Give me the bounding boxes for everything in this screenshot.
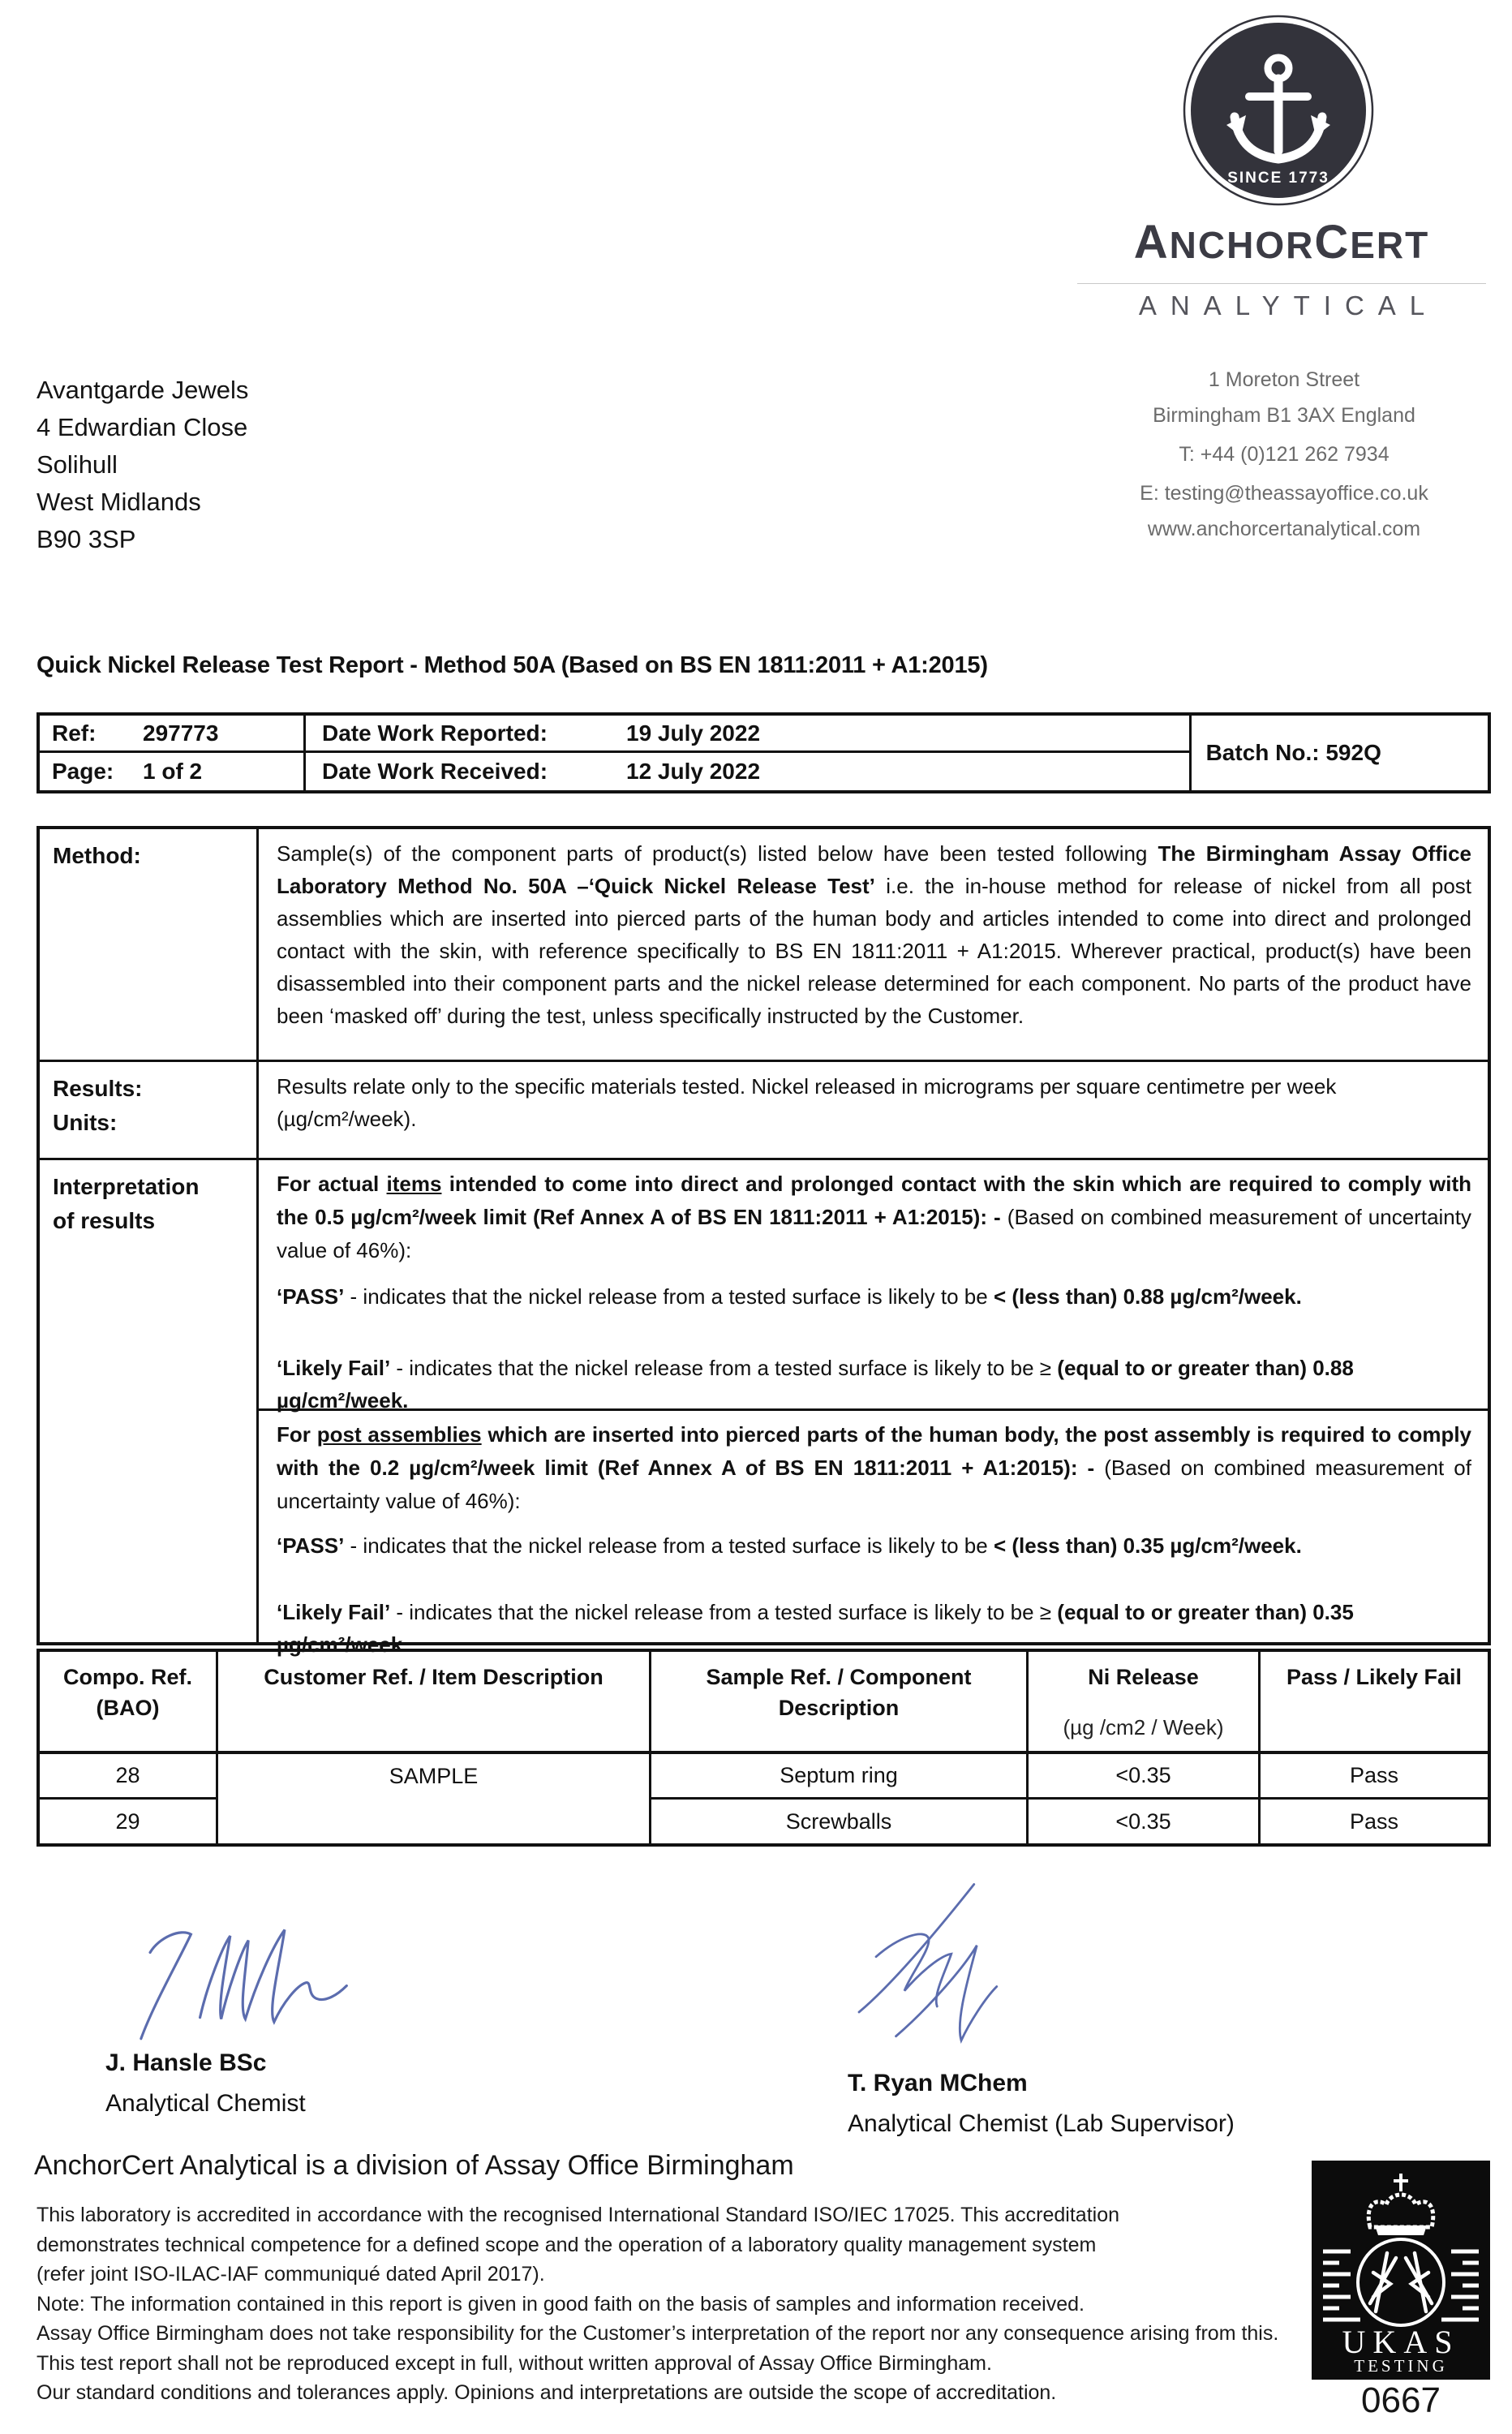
results-units-text: Results relate only to the specific materials tested. Nickel released in micrograms per square centimetre per week (µg/cm²/week). [277,1074,1337,1131]
pass-definition [277,1529,1471,1562]
intro-underlined: post assemblies [316,1422,482,1447]
footer-line: Assay Office Birmingham does not take responsibility for the Customer’s interpretation of the report nor any consequence arising from this. [37,2322,1279,2345]
lab-email: E: testing@theassayoffice.co.uk [1140,482,1428,505]
col-header-sample-ref [651,1652,1029,1754]
method-table [37,826,1491,1657]
lab-website: www.anchorcertanalytical.com [1147,518,1421,540]
brand-name [1071,217,1493,280]
footer-accreditation-text [37,2200,1302,2408]
ref-label: Ref: [52,720,97,746]
pass-term: ‘PASS’ [277,1533,345,1558]
header-line: Customer Ref. / Item Description [264,1665,604,1689]
customer-address-line: West Midlands [37,488,201,516]
date-reported-value: 19 July 2022 [626,720,761,746]
method-text-part-bold: The Birmingham Assay Office Laboratory Method No. 50A –‘Quick Nickel Release Test’ [277,841,1471,898]
footer-line: demonstrates technical competence for a defined scope and the operation of a laboratory quality management system [37,2233,1097,2256]
header-units: (µg /cm2 / Week) [1063,1715,1224,1739]
footer-line: Note: The information contained in this report is given in good faith on the basis of samples and information received. [37,2292,1085,2316]
wordmark-ert: ERT [1350,224,1430,266]
signatory-left [105,2043,306,2124]
intro-text: intended to come into direct and prolonged contact with the skin which are required to comply with the 0.5 µg/cm²/week limit (Ref Annex A of BS EN 1811:2011 + A1:2015): - [277,1172,1471,1229]
logo-since-text: SINCE 1773 [1227,170,1329,187]
signatory-role: Analytical Chemist [105,2090,306,2117]
header-line: Compo. Ref. [63,1665,192,1689]
header-line: Pass / Likely Fail [1286,1665,1463,1689]
ukas-mark-icon [1312,2161,1490,2380]
batch-number: Batch No.: 592Q [1189,716,1488,790]
results-units-label [40,1062,259,1158]
col-header-customer-ref [218,1652,651,1754]
interpretation-box-items [259,1160,1488,1411]
pass-text: - indicates that the nickel release from a tested surface is likely to be [344,1533,994,1558]
wordmark-a: A [1133,216,1170,269]
ref-row [40,753,1189,790]
interpretation-box-posts [259,1411,1488,1657]
cell-ni-release: <0.35 [1029,1754,1261,1800]
customer-name: Avantgarde Jewels [37,376,249,404]
footer-heading: AnchorCert Analytical is a division of Assay Office Birmingham [34,2150,794,2181]
wordmark-divider [1077,283,1486,284]
lab-address-line: 1 Moreton Street [1208,368,1360,391]
header-line: (BAO) [96,1696,160,1720]
ukas-text: UKAS [1342,2324,1460,2360]
lab-contact-block [1095,362,1473,547]
ukas-type-text: TESTING [1354,2356,1448,2376]
method-row [40,829,1488,1062]
results-table [37,1649,1491,1847]
method-text-part: Sample(s) of the component parts of product(s) listed below have been tested following [277,841,1158,866]
method-label: Method: [40,829,259,1060]
interpretation-row [40,1160,1488,1657]
footer-line: Our standard conditions and tolerances apply. Opinions and interpretations are outside the scope of accreditation. [37,2381,1057,2404]
interpretation-label-line: of results [53,1208,156,1233]
anchorcert-logo-icon [1181,15,1376,209]
pass-definition [277,1280,1471,1313]
interpretation-label [40,1160,259,1642]
intro-text: which are inserted into pierced parts of the human body, the post assembly is required to comply with the 0.2 µg/cm²/week limit (Ref Annex A of BS EN 1811:2011 + A1:2015): - [277,1422,1472,1480]
header-line: Sample Ref. / Component [706,1665,972,1689]
fail-text: - indicates that the nickel release from a tested surface is likely to be ≥ [390,1356,1058,1380]
pass-term: ‘PASS’ [277,1284,345,1309]
customer-postcode: B90 3SP [37,525,136,553]
wordmark-nchor: NCHOR [1169,224,1315,266]
pass-threshold: < (less than) 0.35 µg/cm²/week. [993,1533,1302,1558]
cell-customer-ref: SAMPLE [218,1754,651,1843]
reference-table [37,712,1491,793]
footer-line: (refer joint ISO-ILAC-IAF communiqué dated April 2017). [37,2263,545,2286]
results-label: Results: [53,1076,143,1101]
lab-phone: T: +44 (0)121 262 7934 [1179,443,1390,466]
signatory-role: Analytical Chemist (Lab Supervisor) [848,2110,1235,2137]
ukas-testing-logo [1312,2161,1490,2380]
interpretation-intro [277,1418,1471,1518]
pass-text: - indicates that the nickel release from a tested surface is likely to be [344,1284,994,1309]
brand-subtitle: ANALYTICAL [1138,290,1439,320]
interpretation-intro [277,1168,1471,1267]
fail-term: ‘Likely Fail’ [277,1356,391,1380]
date-received-label: Date Work Received: [322,759,548,784]
customer-address-line: Solihull [37,450,118,479]
cell-result: Pass [1261,1754,1488,1800]
interpretation-content [259,1160,1488,1657]
cell-compo-ref: 28 [40,1754,218,1800]
footer-line: This test report shall not be reproduced except in full, without written approval of Assay Office Birmingham. [37,2351,992,2375]
header-line: Description [778,1696,900,1720]
intro-text: For [277,1422,317,1447]
method-text-part: i.e. the in-house method for release of nickel from all post assemblies which are inserted into pierced parts of the human body and articles intended to come into direct and prolonged contact with the skin, with reference specifically to BS EN 1811:2011 + A1:2015. Wherever practical, product(s) have been disassembled into their component parts and the nickel release determined for each component. No parts of the product have been ‘masked off’ during the test, unless specifically instructed by the Customer. [277,874,1472,1028]
header-line: Ni Release [1088,1665,1199,1689]
signatory-name: J. Hansle BSc [105,2049,267,2076]
interpretation-label-line: Interpretation [53,1174,200,1199]
col-header-compo-ref [40,1652,218,1754]
crown-icon [1368,2174,1433,2235]
fail-threshold: (equal to or greater than) 0.35 µg/cm²/week. [277,1600,1354,1657]
cell-component: Screwballs [651,1800,1029,1843]
signatory-right [848,2063,1235,2144]
date-reported-label: Date Work Reported: [322,720,548,746]
fail-text: - indicates that the nickel release from a tested surface is likely to be ≥ [390,1600,1058,1624]
fail-term: ‘Likely Fail’ [277,1600,391,1624]
signatory-name: T. Ryan MChem [848,2070,1028,2096]
brand-wordmark [1071,217,1493,321]
cell-component: Septum ring [651,1754,1029,1800]
report-title: Quick Nickel Release Test Report - Method 50A (Based on BS EN 1811:2011 + A1:2015) [37,652,988,678]
method-text [259,829,1488,1060]
col-header-pass-fail [1261,1652,1488,1754]
fail-definition [277,1352,1471,1417]
pass-threshold: < (less than) 0.88 µg/cm²/week. [993,1284,1302,1309]
col-header-ni-release [1029,1652,1261,1754]
footer-line: This laboratory is accredited in accordance with the recognised International Standard ISO/IEC 17025. This accreditation [37,2204,1119,2226]
intro-underlined: items [386,1172,442,1196]
page-label: Page: [52,759,114,784]
cell-compo-ref: 29 [40,1800,218,1843]
scale-ticks-right [1441,2251,1479,2320]
customer-address [37,372,248,558]
scale-ticks-left [1323,2251,1360,2320]
cell-result: Pass [1349,1808,1399,1834]
fail-threshold: (equal to or greater than) 0.88 µg/cm²/week. [277,1356,1354,1413]
customer-address-line: 4 Edwardian Close [37,413,248,441]
ukas-accreditation-number: 0667 [1361,2380,1441,2420]
lab-address-line: Birmingham B1 3AX England [1153,404,1415,427]
ukas-rune-icon [1370,2253,1432,2311]
ref-value: 297773 [143,720,219,746]
ref-row [40,716,1189,753]
page-value: 1 of 2 [143,759,203,784]
cell-ni-release: <0.35 [1029,1800,1261,1843]
intro-text: (Based on combined measurement of uncertainty value of 46%): [277,1456,1471,1513]
date-received-value: 12 July 2022 [626,759,761,784]
intro-text: For actual [277,1172,387,1196]
results-units-row [40,1062,1488,1160]
units-label: Units: [53,1110,118,1135]
intro-text: (Based on combined measurement of uncertainty value of 46%): [277,1205,1471,1262]
wordmark-c: C [1314,216,1351,269]
signature-t-ryan-icon [827,1870,1038,2069]
